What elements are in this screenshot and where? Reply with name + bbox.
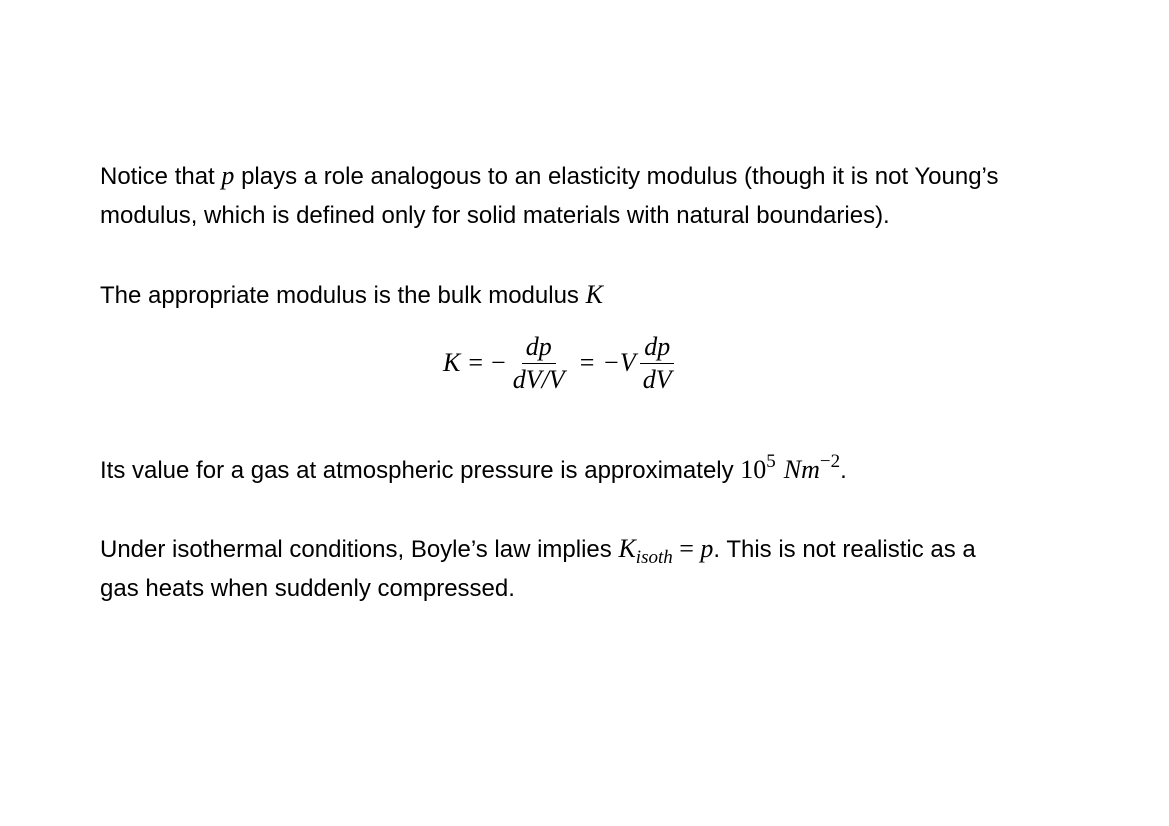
paragraph-isothermal [100,529,1075,608]
paragraph-gas-value [100,450,1075,490]
p1-text-start: Notice that [100,163,222,190]
eq-lhs: K [443,348,461,377]
eq-equals-1: = [468,348,484,377]
math-unit-exponent: −2 [819,451,841,472]
eq-equals-2: = [579,348,595,377]
p1-line2: modulus, which is defined only for solid materials with natural boundaries). [100,202,890,229]
p2-text: The appropriate modulus is the bulk modulus [100,282,586,309]
math-subscript-isoth: isoth [635,547,673,568]
paragraph-analogy [100,156,1075,235]
p1-text-end: plays a role analogous to an elasticity modulus (though it is not Young’s [234,163,999,190]
math-var-p: p [221,161,235,190]
paragraph-bulk-modulus [100,275,1075,315]
eq-frac2-numerator: dp [640,332,674,364]
math-exponent-5: 5 [766,451,776,472]
eq-fraction-2 [639,332,676,395]
eq-frac2-denominator: dV [642,364,672,394]
p3-text: Its value for a gas at atmospheric pressure is approximately [100,457,741,484]
math-K-isoth: K [618,534,636,563]
p4-text-start: Under isothermal conditions, Boyle’s law implies [100,536,619,563]
eq-minus-V: −V [602,348,636,377]
eq-fraction-1 [509,332,569,395]
bulk-modulus-equation [443,330,679,396]
math-var-K: K [585,280,603,309]
p4-line2: gas heats when suddenly compressed. [100,575,515,602]
eq-frac1-numerator: dp [522,332,556,364]
math-var-p-2: p [700,534,714,563]
math-equals: = [672,534,701,563]
p3-period: . [840,457,847,484]
math-base-10: 10 [740,455,767,484]
math-unit-Nm: Nm [783,455,820,484]
eq-frac1-denominator: dV/V [512,364,565,394]
p4-text-end: . This is not realistic as a [713,536,976,563]
eq-minus-1: − [491,348,506,377]
